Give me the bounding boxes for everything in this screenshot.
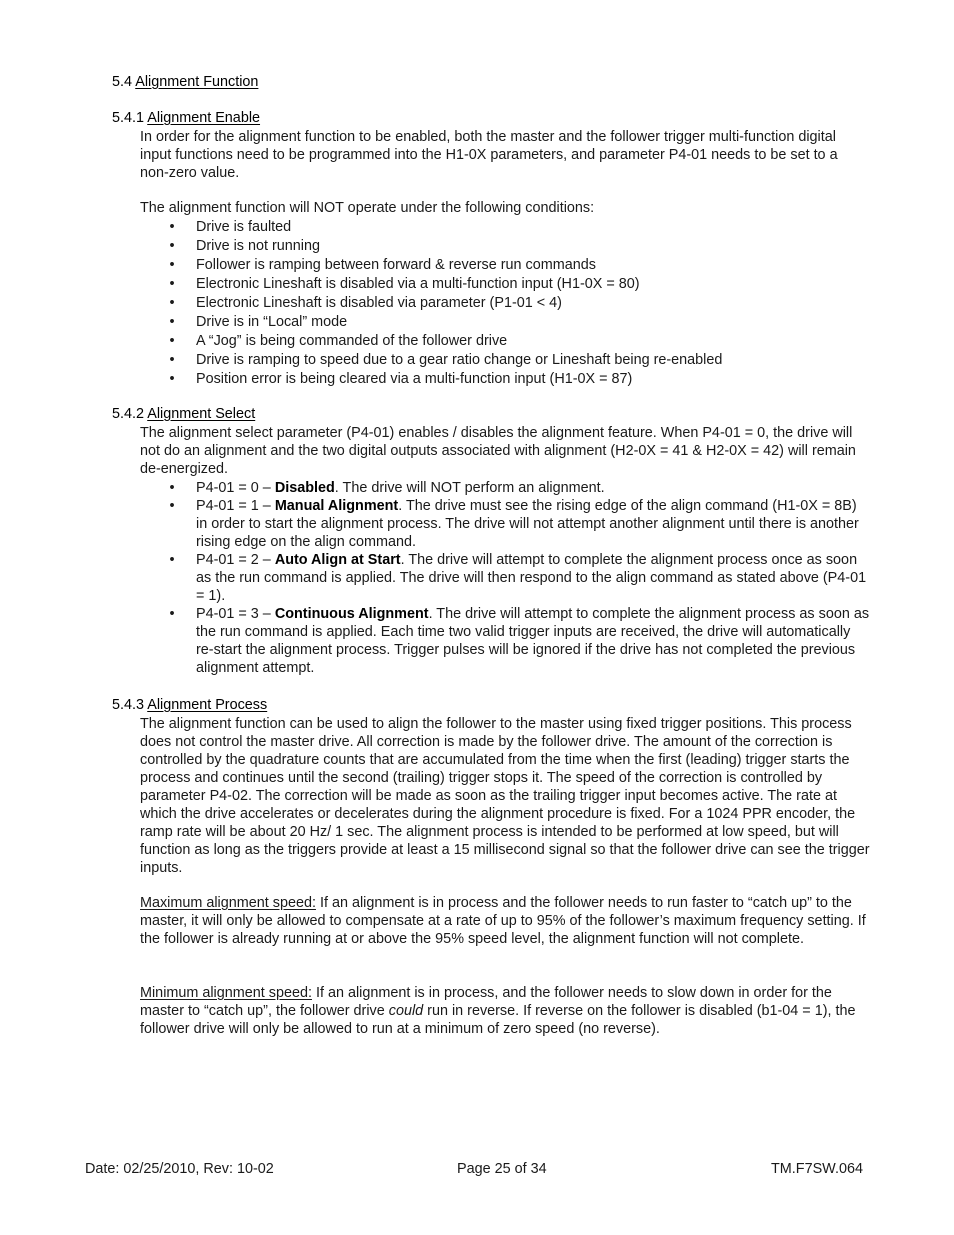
- paragraph-text: The alignment function will NOT operate under the following conditions:: [140, 200, 595, 216]
- list-item: [167, 275, 870, 294]
- section-title: Alignment Function: [135, 74, 259, 90]
- list-item-text: Electronic Lineshaft is disabled via parameter (P1-01 < 4): [196, 295, 562, 311]
- list-item: [167, 370, 870, 389]
- minimum-speed-paragraph: [140, 984, 870, 1038]
- option-value: P4-01 = 3 –: [196, 606, 275, 622]
- option-value: P4-01 = 0 –: [196, 480, 275, 496]
- alignment-select-options: [167, 479, 870, 677]
- option-name: Auto Align at Start: [274, 552, 401, 568]
- list-item-text: Follower is ramping between forward & reverse run commands: [196, 257, 596, 273]
- bullet-icon: •: [169, 314, 175, 330]
- paragraph-text: The alignment select parameter (P4-01) enables / disables the alignment feature. When P4-01 = 0, the drive will not do an alignment and the two digital outputs associated with alignment (H2-0X = 41 & H2-0X = 42) will remain de-energized.: [140, 425, 856, 477]
- bullet-icon: •: [169, 238, 175, 254]
- paragraph-text: In order for the alignment function to be enabled, both the master and the follower trigger multi-function digital input functions need to be programmed into the H1-0X parameters, and parameter P4-01 needs to be set to a non-zero value.: [140, 129, 838, 181]
- bullet-icon: •: [169, 606, 175, 622]
- emphasis-text: could: [388, 1003, 424, 1019]
- list-item: [167, 256, 870, 275]
- section-number: 5.4: [112, 74, 136, 90]
- option-name: Disabled: [274, 480, 335, 496]
- maximum-speed-label: Maximum alignment speed:: [140, 895, 316, 911]
- paragraph-text: If an alignment is in process, and the follower needs to slow down in order for the master to “catch up”, the follower drive: [140, 985, 832, 1019]
- list-item: [167, 332, 870, 351]
- list-item: [167, 605, 870, 677]
- footer-document-id: TM.F7SW.064: [771, 1161, 863, 1177]
- option-value: P4-01 = 1 –: [196, 498, 275, 514]
- conditions-intro: [140, 199, 870, 217]
- section-heading-5-4-1: [112, 110, 260, 126]
- list-item-text: Drive is ramping to speed due to a gear ratio change or Lineshaft being re-enabled: [196, 352, 723, 368]
- option-description: . The drive must see the rising edge of the align command (H1-0X = 8B) in order to start the alignment process. The drive will not attempt another alignment until there is another rising edge on the align command.: [196, 498, 859, 550]
- alignment-select-paragraph: [140, 424, 870, 478]
- list-item: [167, 497, 870, 551]
- bullet-icon: •: [169, 352, 175, 368]
- list-item: [167, 237, 870, 256]
- list-item: [167, 351, 870, 370]
- option-value: P4-01 = 2 –: [196, 552, 275, 568]
- list-item: [167, 313, 870, 332]
- minimum-speed-label: Minimum alignment speed:: [140, 985, 312, 1001]
- option-description: . The drive will attempt to complete the alignment process once as soon as the run command is applied. The drive will then respond to the align command as stated above (P4-01 = 1).: [196, 552, 867, 604]
- section-number: 5.4.1: [112, 110, 148, 126]
- alignment-process-paragraph: [140, 715, 870, 877]
- paragraph-text: If an alignment is in process and the follower needs to run faster to “catch up” to the master, it will only be allowed to compensate at a rate of up to 95% of the follower’s maximum frequency setting. If the follower is already running at or above the 95% speed level, the alignment function will not complete.: [140, 895, 866, 947]
- bullet-icon: •: [169, 480, 175, 496]
- bullet-icon: •: [169, 371, 175, 387]
- list-item-text: Drive is in “Local” mode: [196, 314, 348, 330]
- alignment-enable-paragraph: [140, 128, 870, 182]
- list-item: [167, 218, 870, 237]
- bullet-icon: •: [169, 333, 175, 349]
- section-title: Alignment Enable: [147, 110, 261, 126]
- conditions-list: [167, 218, 870, 389]
- section-number: 5.4.3: [112, 697, 148, 713]
- section-title: Alignment Select: [147, 406, 256, 422]
- bullet-icon: •: [169, 498, 175, 514]
- bullet-icon: •: [169, 257, 175, 273]
- section-title: Alignment Process: [147, 697, 268, 713]
- section-heading-5-4-2: [112, 406, 255, 422]
- paragraph-text: run in reverse. If reverse on the follower is disabled (b1-04 = 1), the follower drive will only be allowed to run at a minimum of zero speed (no reverse).: [140, 1003, 856, 1037]
- maximum-speed-paragraph: [140, 894, 870, 948]
- option-description: . The drive will NOT perform an alignment.: [334, 480, 605, 496]
- list-item-text: Drive is not running: [196, 238, 320, 254]
- list-item-text: Drive is faulted: [196, 219, 292, 235]
- footer-date: Date: 02/25/2010, Rev: 10-02: [85, 1161, 274, 1177]
- list-item-text: A “Jog” is being commanded of the follower drive: [196, 333, 508, 349]
- list-item-text: Position error is being cleared via a multi-function input (H1-0X = 87): [196, 371, 633, 387]
- bullet-icon: •: [169, 276, 175, 292]
- option-name: Manual Alignment: [274, 498, 399, 514]
- bullet-icon: •: [169, 219, 175, 235]
- list-item: [167, 479, 870, 497]
- paragraph-text: The alignment function can be used to align the follower to the master using fixed trigger positions. This process does not control the master drive. All correction is made by the follower drive. The amount of the correction is controlled by the quadrature counts that are accumulated from the time when the first (leading) trigger starts the process and continues until the second (trailing) trigger stops it. The speed of the correction is controlled by parameter P4-02. The correction will be made as soon as the trailing trigger input becomes active. The rate at which the drive accelerates or decelerates during the alignment procedure is fixed. For a 1024 PPR encoder, the ramp rate will be about 20 Hz/ 1 sec. The alignment process is intended to be performed at low speed, but will function as long as the triggers provide at least a 15 millisecond signal so that the follower drive can see the trigger inputs.: [140, 716, 870, 876]
- list-item: [167, 294, 870, 313]
- footer-page-number: Page 25 of 34: [457, 1161, 547, 1177]
- bullet-icon: •: [169, 295, 175, 311]
- section-number: 5.4.2: [112, 406, 148, 422]
- bullet-icon: •: [169, 552, 175, 568]
- option-name: Continuous Alignment: [274, 606, 429, 622]
- list-item-text: Electronic Lineshaft is disabled via a multi-function input (H1-0X = 80): [196, 276, 640, 292]
- section-heading-5-4-3: [112, 697, 267, 713]
- section-heading-5-4: [112, 74, 258, 90]
- list-item: [167, 551, 870, 605]
- option-description: . The drive will attempt to complete the alignment process as soon as the run command is applied. Each time two valid trigger inputs are received, the drive will automatically re-start the alignment process. Trigger pulses will be ignored if the drive has not completed the previous alignment attempt.: [196, 606, 870, 676]
